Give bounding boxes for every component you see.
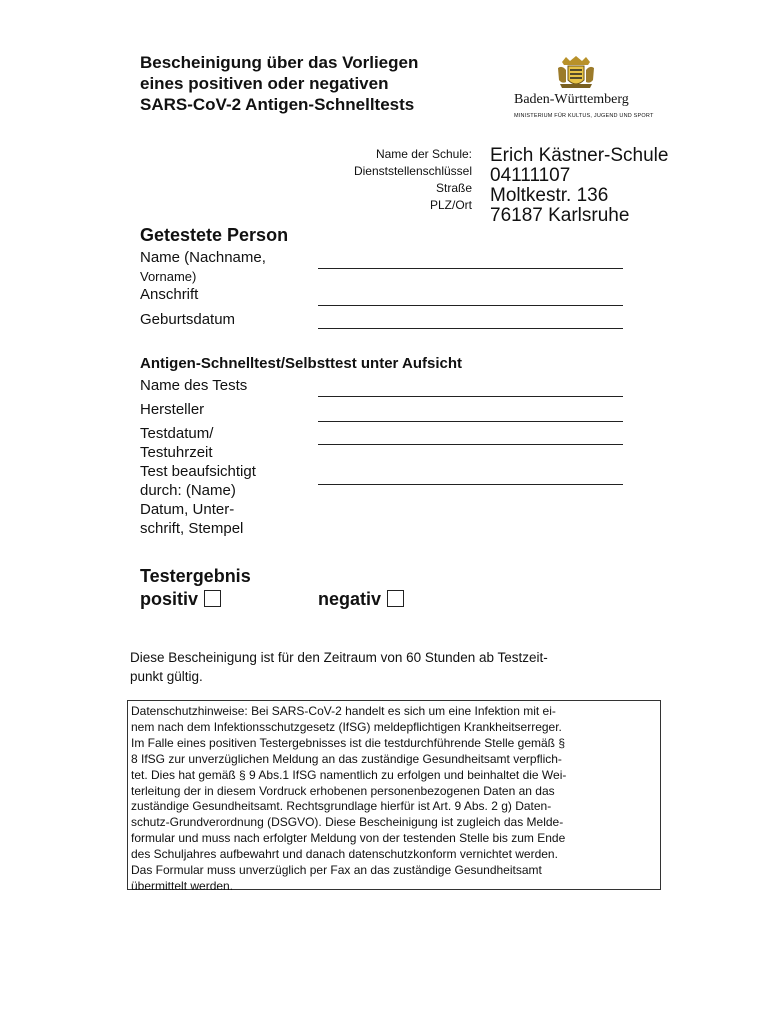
school-street-value: Moltkestr. 136: [490, 185, 609, 206]
school-labels: [300, 146, 472, 214]
result-heading: Testergebnis: [140, 566, 251, 586]
result-negative: [318, 589, 404, 610]
person-birthdate-label: Geburtsdatum: [140, 311, 236, 328]
school-city-value: 76187 Karlsruhe: [490, 205, 630, 226]
test-supervised-label: [140, 462, 256, 538]
privacy-notice: Datenschutzhinweise: Bei SARS-CoV-2 handelt es sich um eine Infektion mit ei- nem nach dem Infektionsschutzgesetz (IfSG) meldepflichtigen Krankheitserreger. Im Falle eines positiven Testergebnisses ist die testdurchführende Stelle gemäß § 8 IfSG zur unverzüglichen Meldung an das zuständige Gesundheitsamt verpflich- tet. Dies hat gemäß § 9 Abs.1 IfSG namentlich zu erfolgen und beinhaltet die Wei- terleitung der in diesem Vordruck erhobenen personenbezogenen Daten an das zuständige Gesundheitsamt. Rechtsgrundlage hierfür ist Art. 9 Abs. 2 g) Daten- schutz-Grundverordnung (DSGVO). Diese Bescheinigung ist zugleich das Melde- formular und muss nach erfolgter Meldung von der testenden Stelle bis zum Ende des Schuljahres aufbewahrt und danach datenschutzkonform vernichtet werden. Das Formular muss unverzüglich per Fax an das zuständige Gesundheitsamt übermittelt werden.: [127, 700, 661, 890]
person-address-label: Anschrift: [140, 286, 199, 303]
school-name-value: Erich Kästner-Schule: [490, 145, 669, 166]
positive-checkbox[interactable]: [204, 590, 221, 607]
logo-name: Baden-Württemberg: [514, 92, 629, 107]
test-name-label: Name des Tests: [140, 377, 248, 394]
negative-checkbox[interactable]: [387, 590, 404, 607]
test-supervised-line-4: schrift, Stempel: [140, 520, 244, 537]
test-supervised-line-1: Test beaufsichtigt: [140, 463, 256, 480]
test-date-field[interactable]: [318, 444, 623, 445]
logo-ministry: MINISTERIUM FÜR KULTUS, JUGEND UND SPORT: [514, 113, 654, 119]
test-date-label-line-1: Testdatum/: [140, 425, 214, 442]
school-name-label: Name der Schule:: [375, 147, 472, 161]
person-name-label: [140, 248, 266, 286]
title-line-3: SARS-CoV-2 Antigen-Schnelltests: [140, 95, 415, 114]
school-key-value: 04111107: [490, 165, 571, 186]
person-address-field[interactable]: [318, 305, 623, 306]
test-supervised-line-3: Datum, Unter-: [140, 501, 235, 518]
school-city-label: PLZ/Ort: [429, 198, 472, 212]
test-supervised-field[interactable]: [318, 484, 623, 485]
test-date-label: [140, 424, 213, 462]
person-name-label-line-1: Name (Nachname,: [140, 249, 266, 266]
document-title: [140, 52, 500, 115]
test-manufacturer-label: Hersteller: [140, 401, 205, 418]
test-heading: Antigen-Schnelltest/Selbsttest unter Aufsicht: [140, 355, 462, 372]
school-values: [490, 146, 668, 226]
person-name-field[interactable]: [318, 268, 623, 269]
title-line-2: eines positiven oder negativen: [140, 74, 389, 93]
result-negative-label: negativ: [318, 589, 382, 609]
test-manufacturer-field[interactable]: [318, 421, 623, 422]
school-street-label: Straße: [435, 181, 472, 195]
person-heading: Getestete Person: [140, 225, 289, 245]
person-name-label-line-2: Vorname): [140, 269, 197, 284]
school-key-label: Dienststellenschlüssel: [353, 164, 472, 178]
validity-text: Diese Bescheinigung ist für den Zeitraum von 60 Stunden ab Testzeit- punkt gültig.: [130, 650, 548, 684]
test-date-label-line-2: Testuhrzeit: [140, 444, 213, 461]
coat-of-arms-icon: [556, 56, 596, 90]
person-birthdate-field[interactable]: [318, 328, 623, 329]
result-positive: [140, 589, 221, 610]
test-name-field[interactable]: [318, 396, 623, 397]
result-positive-label: positiv: [140, 589, 199, 609]
test-supervised-line-2: durch: (Name): [140, 482, 236, 499]
title-line-1: Bescheinigung über das Vorliegen: [140, 53, 419, 72]
